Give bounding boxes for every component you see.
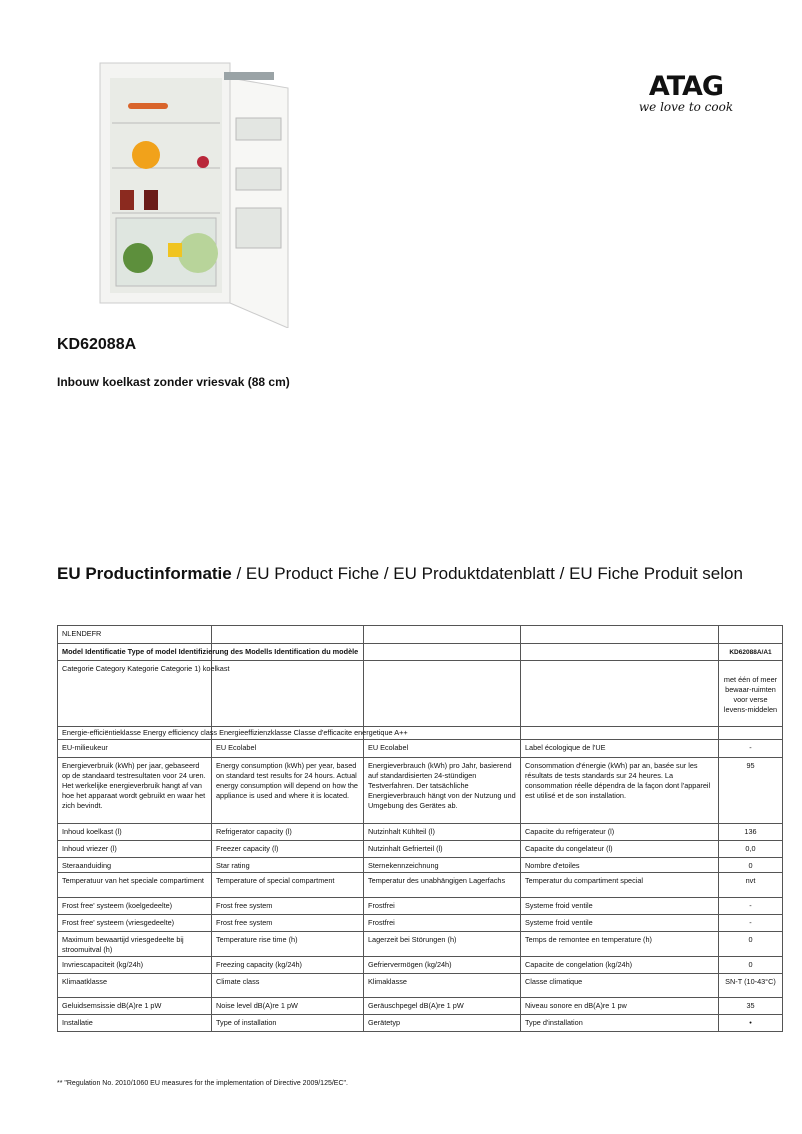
cell-en: Energy consumption (kWh) per year, based on standard test results for 24 hours. Actual energy consumption will depend on how the appliance is used and where it is located. — [212, 758, 364, 824]
table-row — [58, 727, 783, 740]
cell-fr: Temps de remontee en temperature (h) — [521, 932, 719, 957]
language-header: NLENDEFR — [62, 629, 102, 638]
table-row — [58, 661, 783, 727]
cell-nl: Installatie — [58, 1015, 212, 1032]
cell-en: Freezing capacity (kg/24h) — [212, 957, 364, 974]
cell-value: - — [719, 740, 783, 758]
cell-value: 35 — [719, 998, 783, 1015]
cell-fr: Capacite du congelateur (l) — [521, 841, 719, 858]
cell-nl: Inhoud koelkast (l) — [58, 824, 212, 841]
table-row — [58, 898, 783, 915]
cell-en: Freezer capacity (l) — [212, 841, 364, 858]
footnote: ** "Regulation No. 2010/1060 EU measures for the implementation of Directive 2009/125/EC". — [57, 1080, 348, 1087]
cell-value: 95 — [719, 758, 783, 824]
cell-en: Refrigerator capacity (l) — [212, 824, 364, 841]
cell-nl: Temperatuur van het speciale compartiment — [58, 873, 212, 898]
cell-nl: Frost free' systeem (vriesgedeelte) — [58, 915, 212, 932]
table-row — [58, 644, 783, 661]
cell-en: Type of installation — [212, 1015, 364, 1032]
cell-fr: Capacite de congelation (kg/24h) — [521, 957, 719, 974]
cell-de: Gerätetyp — [364, 1015, 521, 1032]
category-value: met één of meer bewaar-ruimten voor verse levens-middelen — [723, 675, 778, 714]
brand-name: ATAG — [648, 71, 724, 102]
cell-de: Klimaklasse — [364, 974, 521, 998]
table-row — [58, 824, 783, 841]
cell-value: 0 — [719, 858, 783, 873]
energy-class-label: Energie-efficiëntieklasse Energy efficiency class Energieeffizienzklasse Classe d'efficacite energetique A++ — [62, 728, 408, 737]
cell-nl: Steraanduiding — [58, 858, 212, 873]
table-row — [58, 932, 783, 957]
cell-en: Noise level dB(A)re 1 pW — [212, 998, 364, 1015]
cell-en: Frost free system — [212, 898, 364, 915]
atag-logo — [636, 71, 736, 114]
heading-bold: EU Productinformatie — [57, 564, 232, 583]
cell-fr: Capacite du refrigerateur (l) — [521, 824, 719, 841]
cell-de: EU Ecolabel — [364, 740, 521, 758]
table-row — [58, 841, 783, 858]
cell-nl: Inhoud vriezer (l) — [58, 841, 212, 858]
cell-value: - — [719, 898, 783, 915]
cell-nl: Klimaatklasse — [58, 974, 212, 998]
cell-nl: Energieverbruik (kWh) per jaar, gebaseerd op de standaard testresultaten voor 24 uren. Het werkelijke energieverbruik hangt af van hoe het apparaat wordt gebruikt en waar het zich bevindt. — [58, 758, 212, 824]
cell-fr: Temperatur du compartiment special — [521, 873, 719, 898]
cell-fr: Systeme froid ventile — [521, 915, 719, 932]
cell-value: SN-T (10-43°C) — [719, 974, 783, 998]
cell-fr: Systeme froid ventile — [521, 898, 719, 915]
cell-value: • — [719, 1015, 783, 1032]
model-number: KD62088A — [57, 336, 137, 353]
table-row — [58, 998, 783, 1015]
cell-nl: Frost free' systeem (koelgedeelte) — [58, 898, 212, 915]
cell-value: nvt — [719, 873, 783, 898]
cell-de: Energieverbrauch (kWh) pro Jahr, basierend auf standardisierten 24-stündigen Testverfahren. Der tatsächliche Energieverbrauch hängt von der Nutzung und Umgebung des Gerätes ab. — [364, 758, 521, 824]
cell-nl: Geluidsemsissie dB(A)re 1 pW — [58, 998, 212, 1015]
cell-fr: Consommation d'énergie (kWh) par an, basée sur les résultats de tests standards sur 24 heures. La consommation réelle dépendra de la façon dont l'appareil est utilisé et de son installation. — [521, 758, 719, 824]
cell-de: Frostfrei — [364, 915, 521, 932]
cell-en: Climate class — [212, 974, 364, 998]
model-label: Model Identificatie Type of model Identifizierung des Modells Identification du modèle — [62, 647, 359, 656]
cell-de: Geräuschpegel dB(A)re 1 pW — [364, 998, 521, 1015]
table-row — [58, 957, 783, 974]
cell-de: Nutzinhalt Gefrierteil (l) — [364, 841, 521, 858]
cell-de: Sternekennzeichnung — [364, 858, 521, 873]
cell-nl: Maximum bewaartijd vriesgedeelte bij stroomuitval (h) — [58, 932, 212, 957]
cell-en: Star rating — [212, 858, 364, 873]
table-row — [58, 915, 783, 932]
model-value: KD62088A/A1 — [729, 649, 772, 656]
cell-value: 0 — [719, 932, 783, 957]
cell-de: Lagerzeit bei Störungen (h) — [364, 932, 521, 957]
cell-fr: Niveau sonore en dB(A)re 1 pw — [521, 998, 719, 1015]
cell-fr: Classe climatique — [521, 974, 719, 998]
cell-value: 136 — [719, 824, 783, 841]
table-row — [58, 626, 783, 644]
cell-value: 0 — [719, 957, 783, 974]
cell-en: EU Ecolabel — [212, 740, 364, 758]
cell-value: - — [719, 915, 783, 932]
category-label: Categorie Category Kategorie Categorie 1) koelkast — [62, 664, 230, 673]
product-description: Inbouw koelkast zonder vriesvak (88 cm) — [57, 375, 290, 389]
cell-de: Gefriervermögen (kg/24h) — [364, 957, 521, 974]
brand-tagline: we love to cook — [638, 100, 734, 114]
heading-rest: / EU Product Fiche / EU Produktdatenblatt / EU Fiche Produit selon — [231, 564, 743, 583]
cell-value: 0,0 — [719, 841, 783, 858]
table-row — [58, 758, 783, 824]
cell-nl: Invriescapaciteit (kg/24h) — [58, 957, 212, 974]
table-row — [58, 740, 783, 758]
cell-de: Temperatur des unabhängigen Lagerfachs — [364, 873, 521, 898]
cell-fr: Label écologique de l'UE — [521, 740, 719, 758]
table-row — [58, 974, 783, 998]
cell-fr: Type d'installation — [521, 1015, 719, 1032]
cell-nl: EU-milieukeur — [58, 740, 212, 758]
table-row — [58, 1015, 783, 1032]
table-row — [58, 858, 783, 873]
cell-fr: Nombre d'etoiles — [521, 858, 719, 873]
cell-en: Temperature of special compartment — [212, 873, 364, 898]
section-heading — [57, 564, 743, 584]
cell-de: Frostfrei — [364, 898, 521, 915]
cell-en: Temperature rise time (h) — [212, 932, 364, 957]
product-fiche-table — [57, 625, 783, 1032]
product-image — [98, 58, 298, 328]
cell-en: Frost free system — [212, 915, 364, 932]
table-row — [58, 873, 783, 898]
cell-de: Nutzinhalt Kühlteil (l) — [364, 824, 521, 841]
